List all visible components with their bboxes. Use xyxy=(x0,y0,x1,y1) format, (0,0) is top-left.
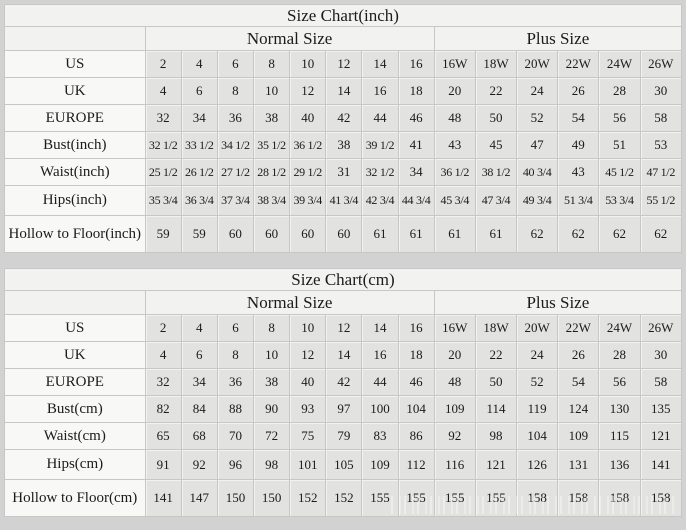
row-label: Waist(cm) xyxy=(5,423,146,450)
size-value-cell: 16 xyxy=(362,342,398,369)
size-value-cell: 51 3/4 xyxy=(558,186,599,216)
size-value-cell: 38 xyxy=(254,105,290,132)
size-value-cell: 26W xyxy=(640,51,681,78)
size-value-cell: 62 xyxy=(558,216,599,253)
table-row xyxy=(5,369,682,396)
size-value-cell: 70 xyxy=(217,423,253,450)
size-value-cell: 60 xyxy=(290,216,326,253)
size-value-cell: 10 xyxy=(290,315,326,342)
table-row xyxy=(5,51,682,78)
size-value-cell: 155 xyxy=(398,480,434,517)
size-chart-inch-block xyxy=(4,4,682,253)
size-value-cell: 4 xyxy=(181,51,217,78)
size-value-cell: 34 xyxy=(181,369,217,396)
size-value-cell: 34 xyxy=(398,159,434,186)
size-value-cell: 12 xyxy=(326,51,362,78)
size-value-cell: 16 xyxy=(398,51,434,78)
size-value-cell: 62 xyxy=(517,216,558,253)
size-value-cell: 12 xyxy=(290,342,326,369)
size-value-cell: 52 xyxy=(517,369,558,396)
size-value-cell: 10 xyxy=(254,78,290,105)
size-value-cell: 14 xyxy=(362,315,398,342)
size-value-cell: 50 xyxy=(475,369,516,396)
size-value-cell: 61 xyxy=(398,216,434,253)
size-value-cell: 84 xyxy=(181,396,217,423)
size-value-cell: 8 xyxy=(217,342,253,369)
size-value-cell: 90 xyxy=(254,396,290,423)
size-value-cell: 40 xyxy=(290,105,326,132)
size-value-cell: 115 xyxy=(599,423,640,450)
size-value-cell: 24 xyxy=(517,342,558,369)
size-value-cell: 55 1/2 xyxy=(640,186,681,216)
size-value-cell: 116 xyxy=(434,450,475,480)
size-value-cell: 2 xyxy=(145,315,181,342)
size-value-cell: 124 xyxy=(558,396,599,423)
size-value-cell: 155 xyxy=(362,480,398,517)
size-value-cell: 49 3/4 xyxy=(517,186,558,216)
size-value-cell: 48 xyxy=(434,105,475,132)
size-value-cell: 38 3/4 xyxy=(254,186,290,216)
size-chart-table-0 xyxy=(4,4,682,253)
size-value-cell: 97 xyxy=(326,396,362,423)
size-value-cell: 45 1/2 xyxy=(599,159,640,186)
size-value-cell: 24W xyxy=(599,51,640,78)
size-value-cell: 22W xyxy=(558,315,599,342)
size-value-cell: 6 xyxy=(181,342,217,369)
size-value-cell: 68 xyxy=(181,423,217,450)
row-label: US xyxy=(5,51,146,78)
size-value-cell: 47 xyxy=(517,132,558,159)
size-value-cell: 114 xyxy=(475,396,516,423)
size-value-cell: 58 xyxy=(640,105,681,132)
size-value-cell: 158 xyxy=(640,480,681,517)
size-value-cell: 150 xyxy=(254,480,290,517)
size-value-cell: 49 xyxy=(558,132,599,159)
size-value-cell: 52 xyxy=(517,105,558,132)
table-row xyxy=(5,216,682,253)
size-value-cell: 16W xyxy=(434,315,475,342)
size-value-cell: 4 xyxy=(145,342,181,369)
size-value-cell: 30 xyxy=(640,342,681,369)
size-value-cell: 20W xyxy=(517,51,558,78)
size-value-cell: 34 1/2 xyxy=(217,132,253,159)
size-value-cell: 109 xyxy=(362,450,398,480)
size-chart-cm-block xyxy=(4,268,682,517)
size-value-cell: 18W xyxy=(475,315,516,342)
size-value-cell: 62 xyxy=(599,216,640,253)
corner-cell xyxy=(5,291,146,315)
size-value-cell: 26 xyxy=(558,78,599,105)
row-label: UK xyxy=(5,342,146,369)
size-value-cell: 104 xyxy=(517,423,558,450)
size-value-cell: 60 xyxy=(254,216,290,253)
row-label: Waist(inch) xyxy=(5,159,146,186)
table-row xyxy=(5,450,682,480)
size-value-cell: 53 3/4 xyxy=(599,186,640,216)
size-value-cell: 83 xyxy=(362,423,398,450)
size-chart-table-1 xyxy=(4,268,682,517)
corner-cell xyxy=(5,27,146,51)
size-value-cell: 41 3/4 xyxy=(326,186,362,216)
size-value-cell: 42 3/4 xyxy=(362,186,398,216)
row-label: EUROPE xyxy=(5,369,146,396)
size-value-cell: 96 xyxy=(217,450,253,480)
size-value-cell: 12 xyxy=(290,78,326,105)
size-value-cell: 152 xyxy=(290,480,326,517)
size-value-cell: 100 xyxy=(362,396,398,423)
size-value-cell: 88 xyxy=(217,396,253,423)
size-value-cell: 8 xyxy=(254,51,290,78)
size-value-cell: 6 xyxy=(217,315,253,342)
size-value-cell: 34 xyxy=(181,105,217,132)
size-value-cell: 24 xyxy=(517,78,558,105)
size-value-cell: 141 xyxy=(640,450,681,480)
size-value-cell: 59 xyxy=(145,216,181,253)
size-value-cell: 72 xyxy=(254,423,290,450)
row-label: US xyxy=(5,315,146,342)
size-value-cell: 22W xyxy=(558,51,599,78)
size-value-cell: 39 1/2 xyxy=(362,132,398,159)
size-value-cell: 155 xyxy=(434,480,475,517)
size-value-cell: 25 1/2 xyxy=(145,159,181,186)
size-value-cell: 36 1/2 xyxy=(434,159,475,186)
size-value-cell: 16 xyxy=(362,78,398,105)
table-title: Size Chart(cm) xyxy=(5,269,682,291)
size-value-cell: 35 1/2 xyxy=(254,132,290,159)
size-value-cell: 141 xyxy=(145,480,181,517)
size-value-cell: 48 xyxy=(434,369,475,396)
size-value-cell: 130 xyxy=(599,396,640,423)
size-value-cell: 121 xyxy=(475,450,516,480)
size-value-cell: 22 xyxy=(475,78,516,105)
size-value-cell: 54 xyxy=(558,369,599,396)
size-value-cell: 79 xyxy=(326,423,362,450)
size-value-cell: 44 xyxy=(362,105,398,132)
size-value-cell: 27 1/2 xyxy=(217,159,253,186)
size-value-cell: 37 3/4 xyxy=(217,186,253,216)
size-value-cell: 6 xyxy=(217,51,253,78)
size-value-cell: 39 3/4 xyxy=(290,186,326,216)
size-value-cell: 36 3/4 xyxy=(181,186,217,216)
size-value-cell: 75 xyxy=(290,423,326,450)
size-value-cell: 38 1/2 xyxy=(475,159,516,186)
table-row xyxy=(5,186,682,216)
size-value-cell: 42 xyxy=(326,369,362,396)
size-value-cell: 61 xyxy=(475,216,516,253)
size-value-cell: 109 xyxy=(434,396,475,423)
group-header-normal: Normal Size xyxy=(145,27,434,51)
size-value-cell: 126 xyxy=(517,450,558,480)
size-value-cell: 62 xyxy=(640,216,681,253)
size-value-cell: 51 xyxy=(599,132,640,159)
size-value-cell: 50 xyxy=(475,105,516,132)
size-value-cell: 22 xyxy=(475,342,516,369)
size-value-cell: 35 3/4 xyxy=(145,186,181,216)
row-label: UK xyxy=(5,78,146,105)
size-value-cell: 26W xyxy=(640,315,681,342)
size-value-cell: 30 xyxy=(640,78,681,105)
size-value-cell: 43 xyxy=(434,132,475,159)
size-value-cell: 46 xyxy=(398,105,434,132)
size-value-cell: 92 xyxy=(434,423,475,450)
size-value-cell: 60 xyxy=(217,216,253,253)
size-value-cell: 60 xyxy=(326,216,362,253)
size-value-cell: 8 xyxy=(254,315,290,342)
size-value-cell: 158 xyxy=(558,480,599,517)
size-value-cell: 32 xyxy=(145,369,181,396)
size-value-cell: 10 xyxy=(290,51,326,78)
table-row xyxy=(5,342,682,369)
size-value-cell: 36 1/2 xyxy=(290,132,326,159)
table-row xyxy=(5,105,682,132)
size-value-cell: 38 xyxy=(254,369,290,396)
group-header-plus: Plus Size xyxy=(434,291,681,315)
size-value-cell: 101 xyxy=(290,450,326,480)
table-row xyxy=(5,396,682,423)
size-value-cell: 20 xyxy=(434,78,475,105)
size-value-cell: 47 1/2 xyxy=(640,159,681,186)
size-value-cell: 44 3/4 xyxy=(398,186,434,216)
size-value-cell: 158 xyxy=(517,480,558,517)
table-row xyxy=(5,132,682,159)
size-value-cell: 4 xyxy=(145,78,181,105)
size-value-cell: 18W xyxy=(475,51,516,78)
size-value-cell: 32 1/2 xyxy=(145,132,181,159)
size-value-cell: 98 xyxy=(254,450,290,480)
size-value-cell: 58 xyxy=(640,369,681,396)
size-value-cell: 56 xyxy=(599,369,640,396)
group-header-normal: Normal Size xyxy=(145,291,434,315)
size-value-cell: 31 xyxy=(326,159,362,186)
row-label: EUROPE xyxy=(5,105,146,132)
size-value-cell: 54 xyxy=(558,105,599,132)
size-value-cell: 91 xyxy=(145,450,181,480)
size-value-cell: 104 xyxy=(398,396,434,423)
size-value-cell: 109 xyxy=(558,423,599,450)
size-value-cell: 18 xyxy=(398,342,434,369)
size-value-cell: 119 xyxy=(517,396,558,423)
table-row xyxy=(5,159,682,186)
size-value-cell: 45 3/4 xyxy=(434,186,475,216)
table-row xyxy=(5,423,682,450)
size-value-cell: 46 xyxy=(398,369,434,396)
table-title: Size Chart(inch) xyxy=(5,5,682,27)
size-value-cell: 136 xyxy=(599,450,640,480)
size-value-cell: 26 1/2 xyxy=(181,159,217,186)
size-value-cell: 43 xyxy=(558,159,599,186)
size-value-cell: 131 xyxy=(558,450,599,480)
size-value-cell: 10 xyxy=(254,342,290,369)
size-value-cell: 42 xyxy=(326,105,362,132)
size-value-cell: 36 xyxy=(217,369,253,396)
size-value-cell: 6 xyxy=(181,78,217,105)
size-value-cell: 44 xyxy=(362,369,398,396)
size-value-cell: 45 xyxy=(475,132,516,159)
size-value-cell: 112 xyxy=(398,450,434,480)
size-value-cell: 41 xyxy=(398,132,434,159)
size-value-cell: 59 xyxy=(181,216,217,253)
size-value-cell: 26 xyxy=(558,342,599,369)
size-value-cell: 53 xyxy=(640,132,681,159)
table-row xyxy=(5,315,682,342)
size-value-cell: 28 xyxy=(599,342,640,369)
size-value-cell: 14 xyxy=(326,342,362,369)
size-value-cell: 155 xyxy=(475,480,516,517)
size-value-cell: 36 xyxy=(217,105,253,132)
size-value-cell: 61 xyxy=(434,216,475,253)
row-label: Bust(cm) xyxy=(5,396,146,423)
size-value-cell: 2 xyxy=(145,51,181,78)
size-value-cell: 98 xyxy=(475,423,516,450)
size-value-cell: 18 xyxy=(398,78,434,105)
size-value-cell: 32 1/2 xyxy=(362,159,398,186)
size-value-cell: 20W xyxy=(517,315,558,342)
size-value-cell: 121 xyxy=(640,423,681,450)
size-value-cell: 33 1/2 xyxy=(181,132,217,159)
size-value-cell: 147 xyxy=(181,480,217,517)
table-row xyxy=(5,78,682,105)
size-value-cell: 47 3/4 xyxy=(475,186,516,216)
table-row xyxy=(5,480,682,517)
size-value-cell: 16 xyxy=(398,315,434,342)
size-value-cell: 29 1/2 xyxy=(290,159,326,186)
size-value-cell: 152 xyxy=(326,480,362,517)
size-value-cell: 40 xyxy=(290,369,326,396)
size-value-cell: 92 xyxy=(181,450,217,480)
group-header-plus: Plus Size xyxy=(434,27,681,51)
size-value-cell: 28 1/2 xyxy=(254,159,290,186)
size-value-cell: 40 3/4 xyxy=(517,159,558,186)
size-value-cell: 16W xyxy=(434,51,475,78)
size-value-cell: 93 xyxy=(290,396,326,423)
row-label: Bust(inch) xyxy=(5,132,146,159)
size-value-cell: 14 xyxy=(326,78,362,105)
row-label: Hollow to Floor(cm) xyxy=(5,480,146,517)
size-value-cell: 65 xyxy=(145,423,181,450)
row-label: Hollow to Floor(inch) xyxy=(5,216,146,253)
size-value-cell: 14 xyxy=(362,51,398,78)
size-value-cell: 150 xyxy=(217,480,253,517)
size-value-cell: 82 xyxy=(145,396,181,423)
size-value-cell: 8 xyxy=(217,78,253,105)
size-value-cell: 20 xyxy=(434,342,475,369)
size-value-cell: 4 xyxy=(181,315,217,342)
size-value-cell: 24W xyxy=(599,315,640,342)
row-label: Hips(cm) xyxy=(5,450,146,480)
size-value-cell: 38 xyxy=(326,132,362,159)
size-value-cell: 158 xyxy=(599,480,640,517)
size-value-cell: 86 xyxy=(398,423,434,450)
size-value-cell: 56 xyxy=(599,105,640,132)
size-value-cell: 135 xyxy=(640,396,681,423)
size-value-cell: 32 xyxy=(145,105,181,132)
size-value-cell: 12 xyxy=(326,315,362,342)
size-value-cell: 105 xyxy=(326,450,362,480)
size-value-cell: 28 xyxy=(599,78,640,105)
row-label: Hips(inch) xyxy=(5,186,146,216)
size-value-cell: 61 xyxy=(362,216,398,253)
